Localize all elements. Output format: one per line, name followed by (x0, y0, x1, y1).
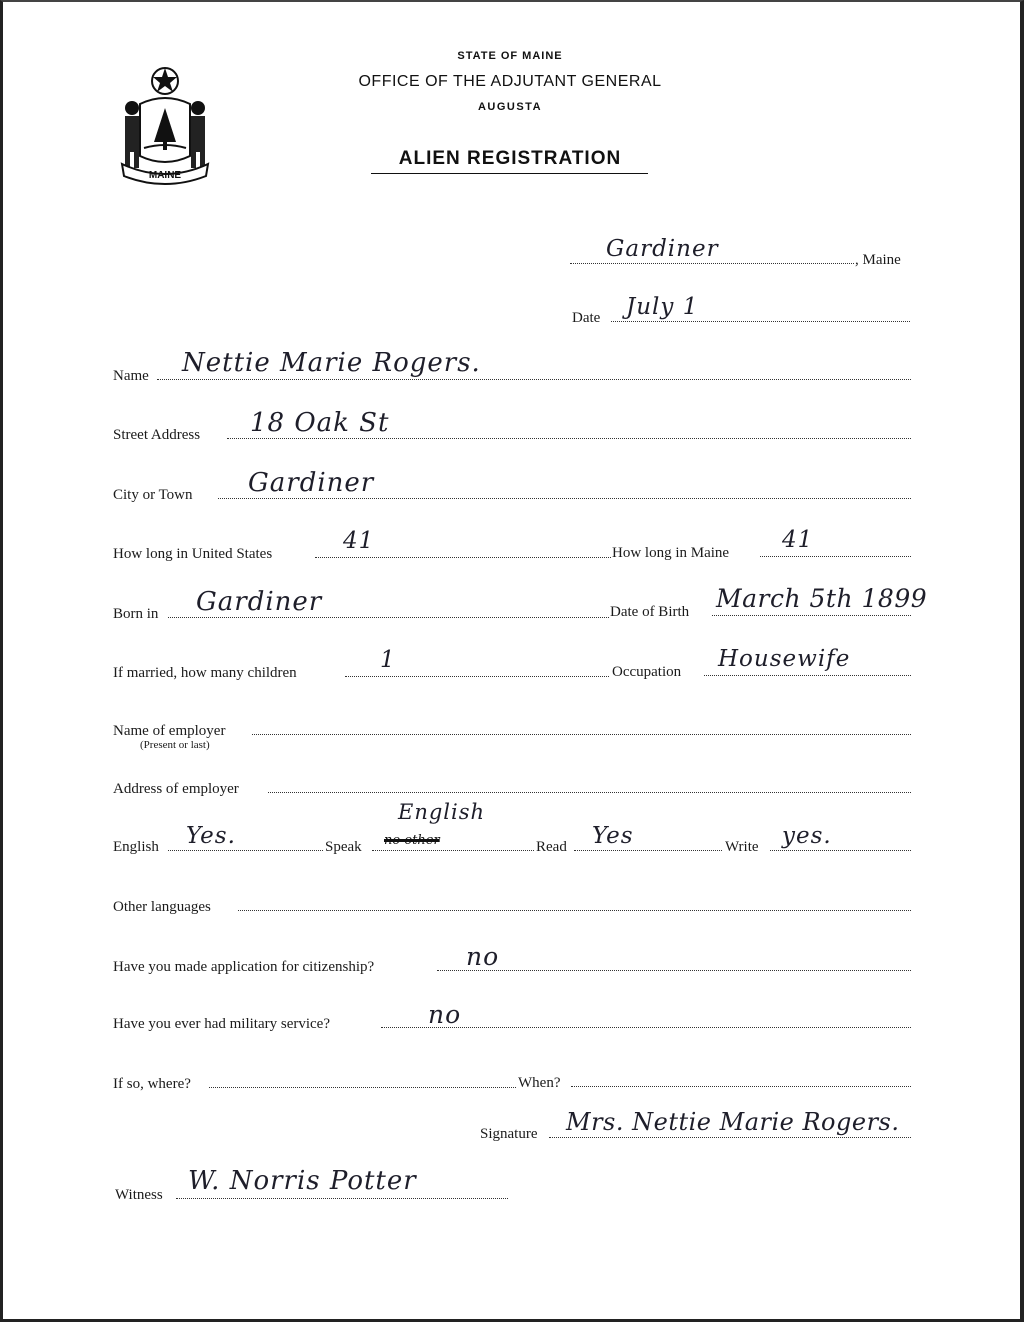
military-value: no (428, 1000, 462, 1029)
other-languages-line (238, 910, 911, 911)
write-value: yes. (782, 823, 832, 849)
english-value: Yes. (186, 823, 236, 849)
employer-address-label: Address of employer (113, 781, 239, 797)
city-town-label: City or Town (113, 487, 193, 503)
witness-label: Witness (115, 1187, 163, 1203)
employer-name-note: (Present or last) (140, 739, 210, 751)
date-value: July 1 (626, 294, 699, 320)
when-label: When? (518, 1075, 561, 1091)
seal-motto: MAINE (148, 170, 182, 181)
witness-line (176, 1198, 508, 1199)
signature-value: Mrs. Nettie Marie Rogers. (566, 1108, 900, 1136)
speak-value: English (398, 800, 486, 824)
city-town-value: Gardiner (248, 468, 375, 498)
other-languages-label: Other languages (113, 899, 211, 915)
header-state: STATE OF MAINE (457, 50, 563, 62)
write-label: Write (725, 839, 759, 855)
where-line (209, 1087, 516, 1088)
citizenship-line (437, 970, 911, 971)
children-label: If married, how many children (113, 665, 297, 681)
date-of-birth-line (712, 615, 911, 616)
signature-line (549, 1137, 911, 1138)
read-line (574, 850, 722, 851)
how-long-us-value: 41 (343, 528, 375, 554)
date-of-birth-value: March 5th 1899 (716, 584, 928, 613)
employer-address-line (268, 792, 911, 793)
name-line (157, 379, 911, 380)
military-label: Have you ever had military service? (113, 1016, 330, 1032)
date-line (611, 321, 910, 322)
citizenship-label: Have you made application for citizenship? (113, 959, 375, 975)
occupation-value: Housewife (718, 646, 851, 672)
born-in-label: Born in (113, 606, 159, 622)
children-value: 1 (380, 647, 396, 673)
employer-name-line (252, 734, 911, 735)
date-label: Date (572, 310, 601, 326)
employer-name-label: Name of employer (113, 723, 226, 739)
street-value: 18 Oak St (250, 408, 390, 438)
name-value: Nettie Marie Rogers. (182, 348, 481, 378)
speak-line (372, 850, 534, 851)
place-line (570, 263, 854, 264)
write-line (770, 850, 911, 851)
born-in-value: Gardiner (196, 587, 323, 617)
where-label: If so, where? (113, 1076, 191, 1092)
children-line (345, 676, 609, 677)
born-in-line (168, 617, 609, 618)
citizenship-value: no (466, 942, 500, 971)
read-value: Yes (592, 823, 634, 849)
state-seal-icon (110, 64, 220, 186)
occupation-label: Occupation (612, 664, 682, 680)
read-label: Read (536, 839, 567, 855)
when-line (571, 1086, 911, 1087)
name-label: Name (113, 368, 149, 384)
how-long-us-line (315, 557, 611, 558)
place-value: Gardiner (606, 236, 719, 262)
how-long-maine-label: How long in Maine (612, 545, 730, 561)
city-town-line (218, 498, 911, 499)
how-long-maine-value: 41 (782, 527, 814, 553)
signature-label: Signature (480, 1126, 538, 1142)
street-label: Street Address (113, 427, 201, 443)
maine-label: , Maine (855, 252, 901, 268)
how-long-us-label: How long in United States (113, 546, 273, 562)
street-line (227, 438, 911, 439)
header-city: AUGUSTA (477, 101, 543, 113)
english-line (168, 850, 323, 851)
how-long-maine-line (760, 556, 911, 557)
speak-label: Speak (325, 839, 362, 855)
form-title: ALIEN REGISTRATION (398, 148, 622, 169)
date-of-birth-label: Date of Birth (610, 604, 690, 620)
speak-struck-value: no other (384, 833, 440, 848)
witness-value: W. Norris Potter (188, 1166, 417, 1196)
english-label: English (113, 839, 159, 855)
header-office: OFFICE OF THE ADJUTANT GENERAL (358, 73, 662, 90)
title-underline (371, 173, 648, 174)
occupation-line (704, 675, 911, 676)
